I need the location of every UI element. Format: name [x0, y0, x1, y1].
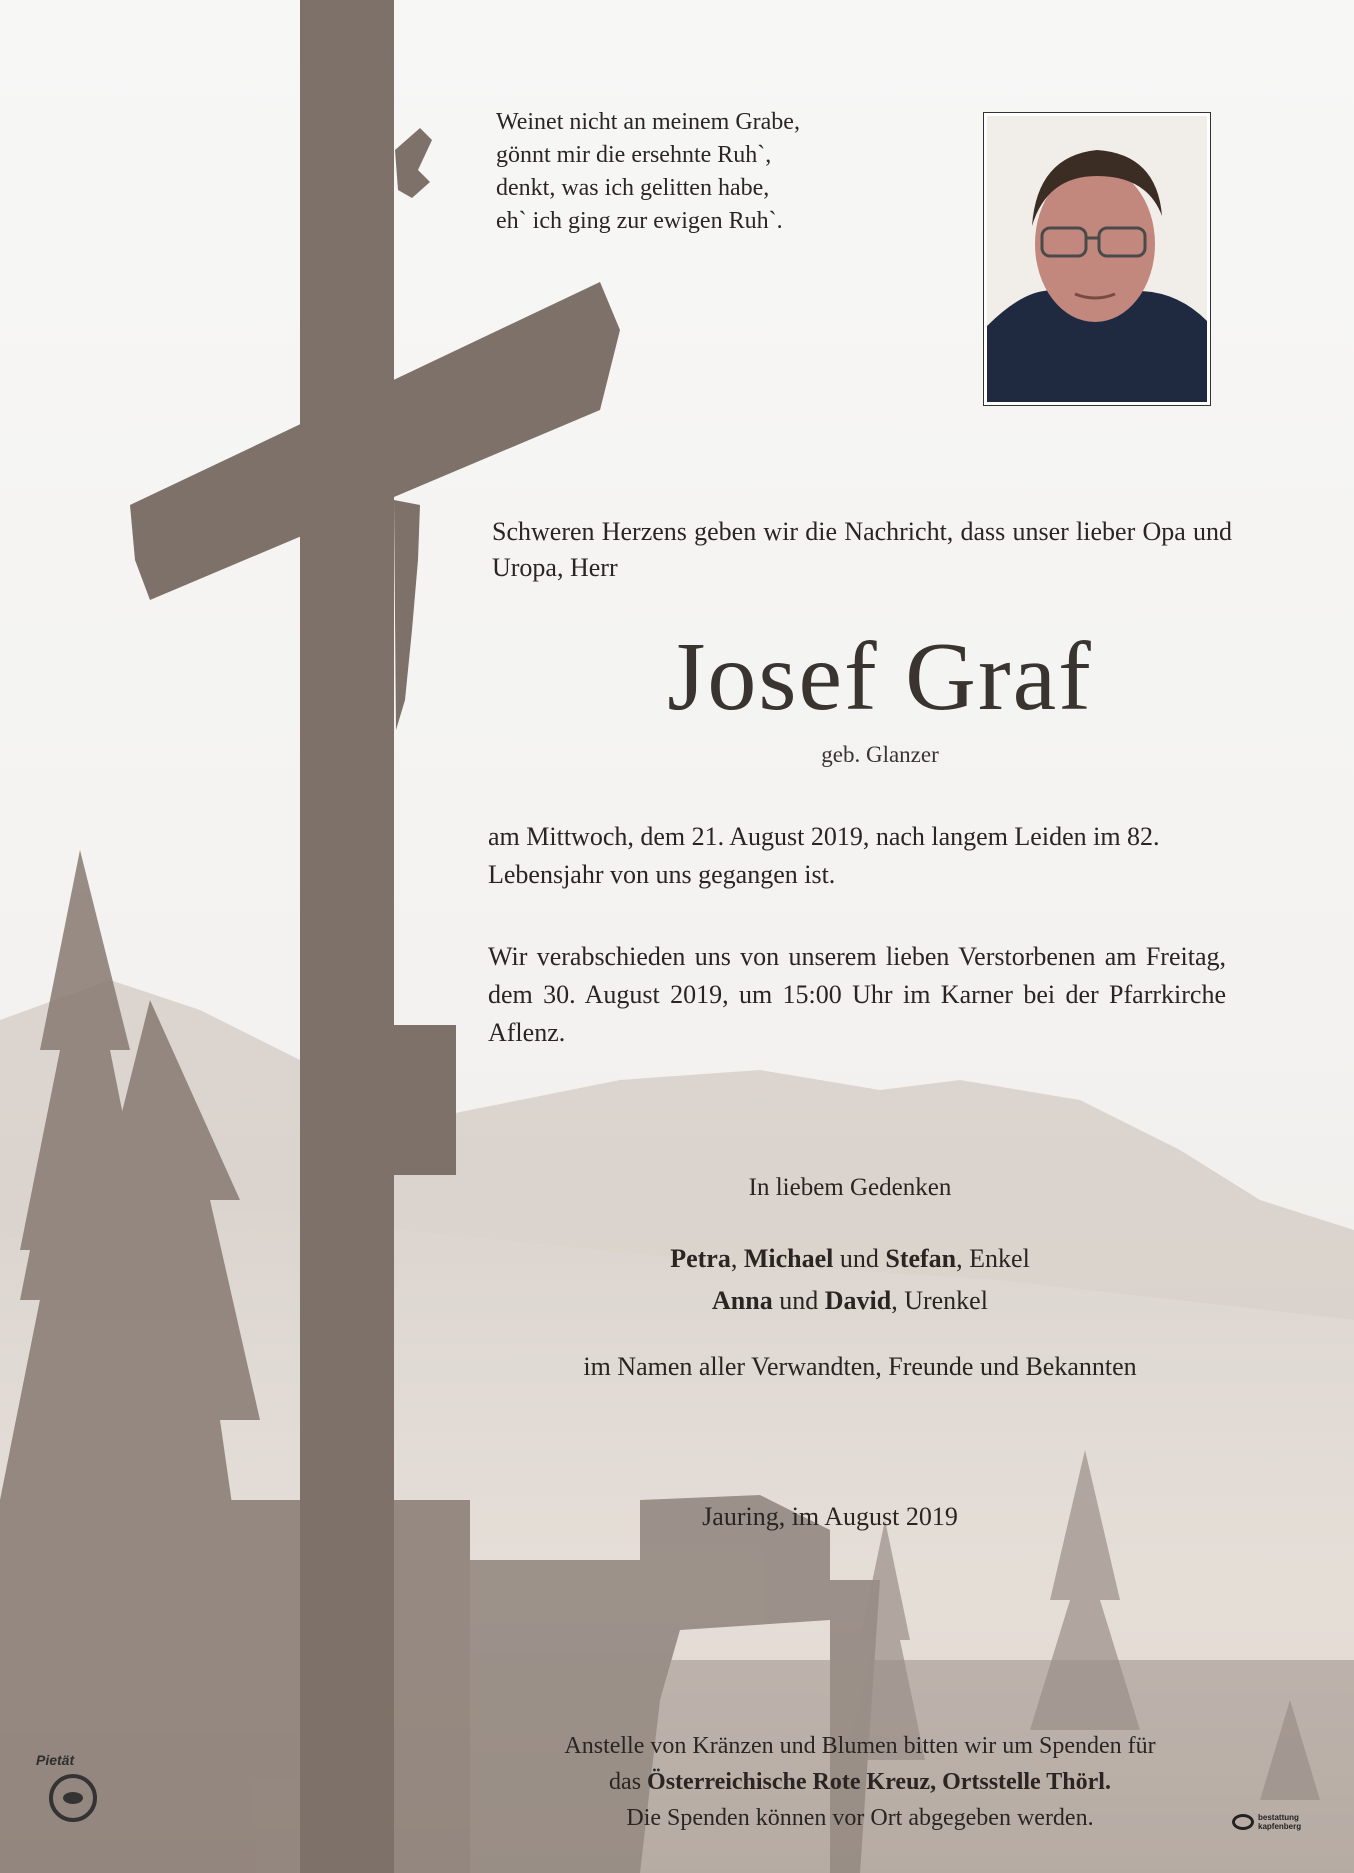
bestattung-logo-text [1258, 1813, 1301, 1831]
bestattung-logo [1232, 1808, 1328, 1836]
portrait-image [987, 116, 1207, 402]
grandchildren-line: Petra, Michael und Stefan, Enkel [670, 1244, 1030, 1273]
bestattung-logo-line1: bestattung [1258, 1813, 1299, 1822]
pietaet-logo-text: Pietät [36, 1752, 75, 1768]
bestattung-logo-icon [1232, 1814, 1254, 1830]
grandchild-name: Stefan [885, 1244, 957, 1273]
grandchild-name: Petra [670, 1244, 731, 1273]
grandchild-name: Michael [743, 1244, 834, 1273]
great-grandchildren-role: Urenkel [904, 1286, 988, 1315]
donation-suffix: . [1104, 1769, 1111, 1795]
birth-name: geb. Glanzer [821, 742, 939, 767]
great-grandchildren-line: Anna und David, Urenkel [712, 1286, 988, 1315]
and-word: und [779, 1286, 819, 1315]
and-word: und [839, 1244, 879, 1273]
great-grandchild-name: Anna [712, 1286, 773, 1315]
donation-line: Die Spenden können vor Ort abgegeben werden. [626, 1805, 1094, 1831]
donation-organization: Österreichische Rote Kreuz, Ortsstelle Thörl [647, 1769, 1105, 1795]
portrait-photo [983, 112, 1211, 406]
deceased-name: Josef Graf [667, 623, 1093, 731]
donation-request [470, 1728, 1250, 1836]
donation-line-organization [470, 1764, 1250, 1800]
pietaet-logo [28, 1752, 118, 1824]
poem-line: gönnt mir die ersehnte Ruh`, [496, 142, 772, 168]
death-notice: am Mittwoch, dem 21. August 2019, nach langem Leiden im 82. Lebensjahr von uns gegangen ist. [488, 822, 1160, 889]
grandchildren-role: Enkel [969, 1244, 1030, 1273]
donation-line: Anstelle von Kränzen und Blumen bitten wir um Spenden für [564, 1733, 1156, 1759]
bestattung-logo-line2: kapfenberg [1258, 1822, 1302, 1831]
family-list [560, 1238, 1140, 1322]
poem [496, 106, 916, 238]
memory-heading: In liebem Gedenken [748, 1174, 952, 1201]
farewell-notice: Wir verabschieden uns von unserem lieben Verstorbenen am Freitag, dem 30. August 2019, um 15:00 Uhr im Karner bei der Pfarrkirche Aflenz. [488, 942, 1226, 1047]
intro-text: Schweren Herzens geben wir die Nachricht, dass unser lieber Opa und Uropa, Herr [492, 517, 1232, 582]
place-date: Jauring, im August 2019 [702, 1502, 958, 1531]
donation-prefix: das [609, 1769, 642, 1795]
poem-line: Weinet nicht an meinem Grabe, [496, 109, 800, 135]
poem-line: eh` ich ging zur ewigen Ruh`. [496, 208, 783, 234]
poem-line: denkt, was ich gelitten habe, [496, 175, 770, 201]
relatives-text: im Namen aller Verwandten, Freunde und Bekannten [583, 1352, 1137, 1381]
great-grandchild-name: David [824, 1286, 892, 1315]
